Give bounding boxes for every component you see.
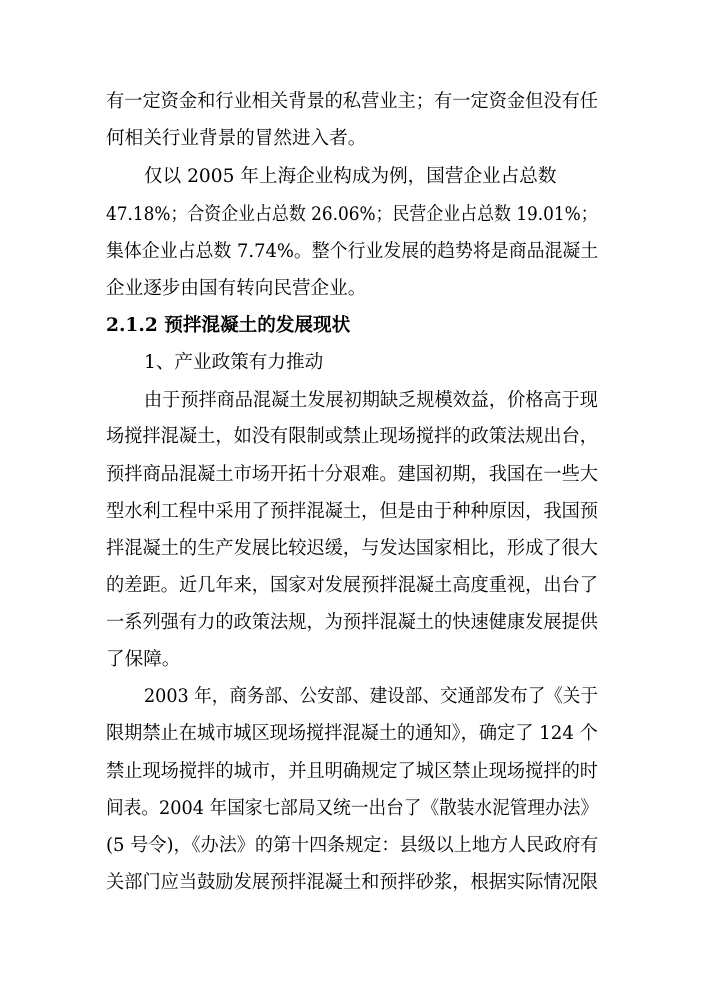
paragraph-line: 仅以 2005 年上海企业构成为例，国营企业占总数: [144, 166, 557, 187]
subsection-heading: 1、产业政策有力推动: [144, 352, 324, 373]
paragraph-line: 拌混凝土的生产发展比较迟缓，与发达国家相比，形成了很大: [106, 538, 599, 559]
paragraph-line: 一系列强有力的政策法规，为预拌混凝土的快速健康发展提供: [106, 612, 599, 633]
paragraph-line: 禁止现场搅拌的城市，并且明确规定了城区禁止现场搅拌的时: [106, 761, 599, 782]
paragraph-line: 场搅拌混凝土，如没有限制或禁止现场搅拌的政策法规出台，: [106, 426, 599, 447]
paragraph-line: 型水利工程中采用了预拌混凝土，但是由于种种原因，我国预: [106, 501, 599, 522]
section-heading: 2.1.2 预拌混凝土的发展现状: [106, 315, 351, 336]
paragraph-line: 有一定资金和行业相关背景的私营业主；有一定资金但没有任: [106, 91, 599, 112]
paragraph-line: 了保障。: [106, 649, 181, 670]
paragraph-line: 何相关行业背景的冒然进入者。: [106, 128, 367, 149]
paragraph-line: 47.18%；合资企业占总数 26.06%；民营企业占总数 19.01%；: [106, 204, 598, 225]
paragraph-line: 间表。2004 年国家七部局又统一出台了《散装水泥管理办法》: [106, 798, 599, 819]
paragraph-line: 限期禁止在城市城区现场搅拌混凝土的通知》，确定了 124 个: [106, 723, 598, 744]
paragraph-line: (5 号令)，《办法》的第十四条规定：县级以上地方人民政府有: [106, 835, 599, 856]
paragraph-line: 由于预拌商品混凝土发展初期缺乏规模效益，价格高于现: [144, 390, 598, 411]
paragraph-line: 的差距。近几年来，国家对发展预拌混凝土高度重视，出台了: [106, 575, 599, 596]
paragraph-line: 企业逐步由国有转向民营企业。: [106, 278, 367, 299]
paragraph-line: 2003 年，商务部、公安部、建设部、交通部发布了《关于: [144, 686, 598, 707]
paragraph-line: 集体企业占总数 7.74%。整个行业发展的趋势将是商品混凝土: [106, 241, 599, 262]
paragraph-line: 预拌商品混凝土市场开拓十分艰难。建国初期，我国在一些大: [106, 464, 599, 485]
paragraph-line: 关部门应当鼓励发展预拌混凝土和预拌砂浆，根据实际情况限: [106, 872, 599, 893]
